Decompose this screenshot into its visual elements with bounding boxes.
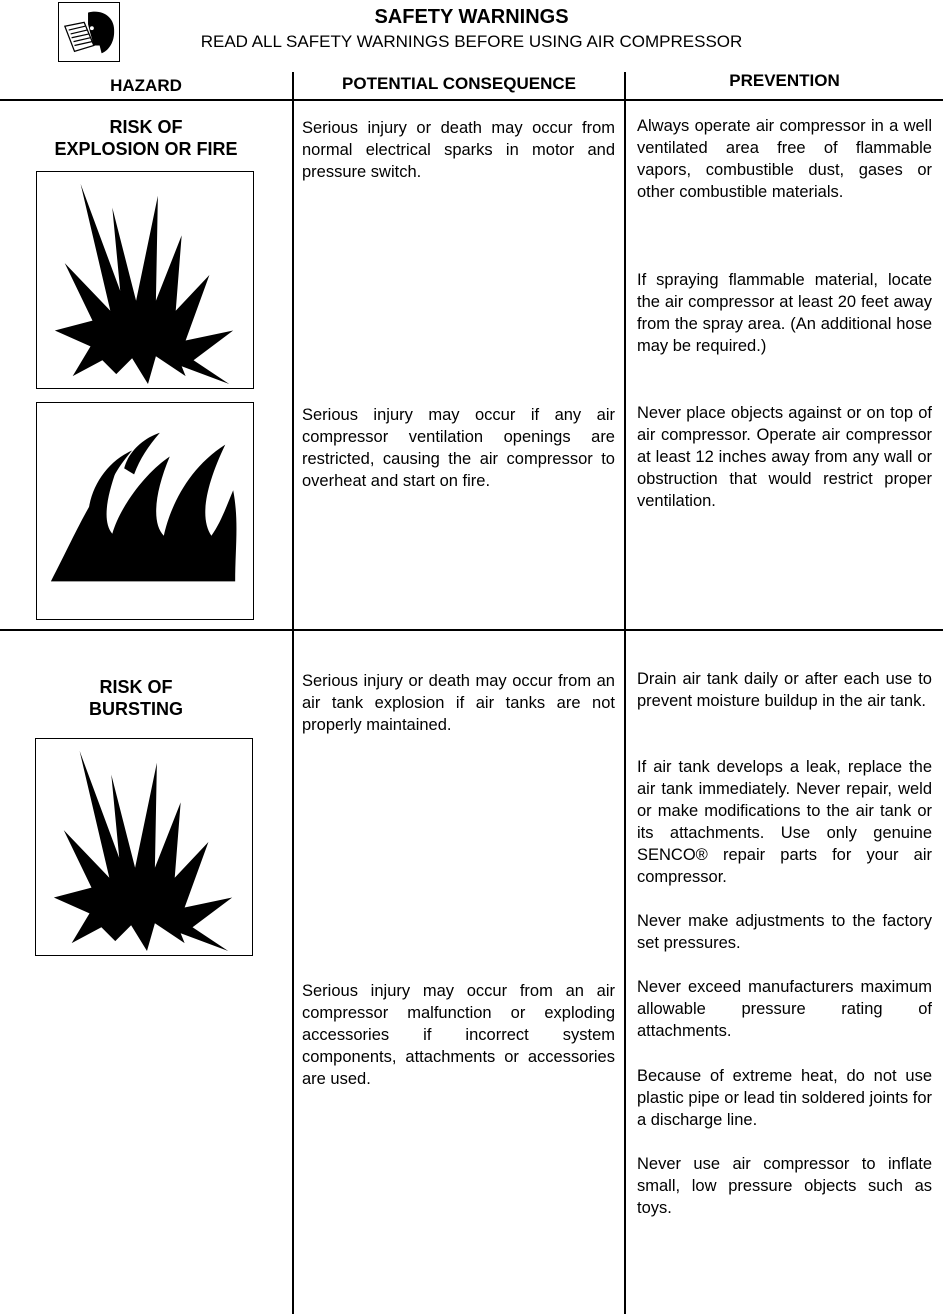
explosion-icon [35,738,253,956]
fire-icon [36,402,254,620]
explosion-icon [36,171,254,389]
prevention-inflate: Never use air compressor to inflate small, low pressure objects such as toys. [637,1155,932,1217]
page-title: SAFETY WARNINGS [374,6,569,28]
page-subtitle: READ ALL SAFETY WARNINGS BEFORE USING AIR COMPRESSOR [200,32,743,51]
prevention-factory-pressures: Never make adjustments to the factory set pressures. [637,912,932,952]
hazard-explosion-fire: RISK OF EXPLOSION OR FIRE [54,117,238,159]
header-divider [0,99,943,101]
prevention-ventilated-area: Always operate air compressor in a well ventilated area free of flammable vapors, combustible dust, gases or other combustible materials. [637,117,932,201]
prevention-drain-tank: Drain air tank daily or after each use to prevent moisture buildup in the air tank. [637,670,932,710]
column-header-prevention: PREVENTION [729,71,840,90]
prevention-discharge-line: Because of extreme heat, do not use plastic pipe or lead tin soldered joints for a discharge line. [637,1067,932,1129]
column-header-consequence: POTENTIAL CONSEQUENCE [342,74,576,93]
consequence-incorrect-components: Serious injury may occur from an air compressor malfunction or exploding accessories if incorrect system components, attachments or accessories are used. [302,982,615,1088]
hazard-bursting: RISK OF BURSTING [89,677,183,719]
column-divider-2 [624,72,626,1314]
consequence-ventilation: Serious injury may occur if any air compressor ventilation openings are restricted, causing the air compressor to overheat and start on fire. [302,406,615,490]
column-divider-1 [292,72,294,1314]
consequence-tank-explosion: Serious injury or death may occur from an air tank explosion if air tanks are not properly maintained. [302,672,615,734]
consequence-sparks: Serious injury or death may occur from normal electrical sparks in motor and pressure switch. [302,119,615,181]
prevention-spraying: If spraying flammable material, locate the air compressor at least 20 feet away from the spray area. (An additional hose may be required.) [637,271,932,355]
section-divider [0,629,943,631]
prevention-tank-leak: If air tank develops a leak, replace the air tank immediately. Never repair, weld or make modifications to the air tank or its attachments. Use only genuine SENCO® repair parts for your air compressor. [637,758,932,886]
prevention-max-pressure: Never exceed manufacturers maximum allowable pressure rating of attachments. [637,978,932,1040]
prevention-objects: Never place objects against or on top of air compressor. Operate air compressor at least 12 inches away from any wall or obstruction that would restrict proper ventilation. [637,404,932,510]
column-header-hazard: HAZARD [110,76,182,95]
